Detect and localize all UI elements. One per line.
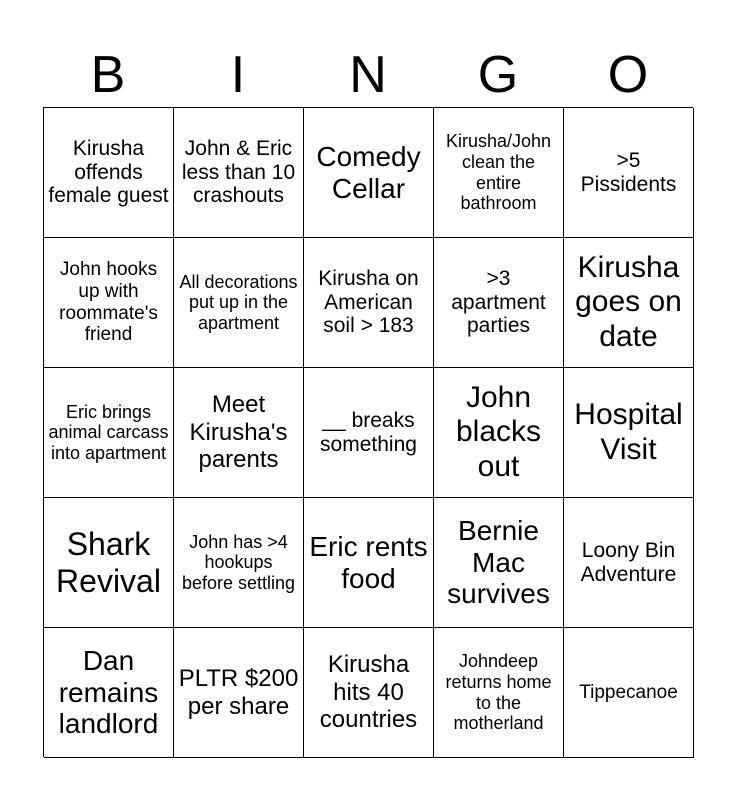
header-letter-i: I	[230, 46, 246, 104]
bingo-cell[interactable]: Meet Kirusha's parents	[174, 368, 304, 498]
bingo-cell[interactable]: Tippecanoe	[564, 628, 694, 758]
bingo-cell[interactable]: Bernie Mac survives	[434, 498, 564, 628]
bingo-cell[interactable]: John hooks up with roommate's friend	[44, 238, 174, 368]
bingo-cell[interactable]: Shark Revival	[44, 498, 174, 628]
header-letter-n: N	[349, 46, 387, 104]
bingo-cell[interactable]: __ breaks something	[304, 368, 434, 498]
bingo-cell[interactable]: Loony Bin Adventure	[564, 498, 694, 628]
bingo-cell[interactable]: Eric brings animal carcass into apartment	[44, 368, 174, 498]
header-letter-o: O	[607, 46, 649, 104]
bingo-cell[interactable]: Johndeep returns home to the motherland	[434, 628, 564, 758]
bingo-cell[interactable]: Kirusha offends female guest	[44, 108, 174, 238]
header-letter-b: B	[90, 46, 126, 104]
bingo-header	[43, 44, 693, 106]
bingo-board	[43, 107, 693, 757]
bingo-cell[interactable]: All decorations put up in the apartment	[174, 238, 304, 368]
bingo-cell[interactable]: Eric rents food	[304, 498, 434, 628]
bingo-cell[interactable]: Comedy Cellar	[304, 108, 434, 238]
bingo-cell[interactable]: Kirusha goes on date	[564, 238, 694, 368]
bingo-cell[interactable]: PLTR $200 per share	[174, 628, 304, 758]
bingo-cell[interactable]: John & Eric less than 10 crashouts	[174, 108, 304, 238]
bingo-cell[interactable]: Hospital Visit	[564, 368, 694, 498]
bingo-cell[interactable]: John has >4 hookups before settling	[174, 498, 304, 628]
bingo-cell[interactable]: John blacks out	[434, 368, 564, 498]
bingo-cell[interactable]: Kirusha hits 40 countries	[304, 628, 434, 758]
bingo-cell[interactable]: >3 apartment parties	[434, 238, 564, 368]
bingo-cell[interactable]: >5 Pissidents	[564, 108, 694, 238]
header-letter-g: G	[477, 46, 519, 104]
bingo-cell[interactable]: Kirusha/John clean the entire bathroom	[434, 108, 564, 238]
bingo-cell[interactable]: Kirusha on American soil > 183	[304, 238, 434, 368]
bingo-cell[interactable]: Dan remains landlord	[44, 628, 174, 758]
